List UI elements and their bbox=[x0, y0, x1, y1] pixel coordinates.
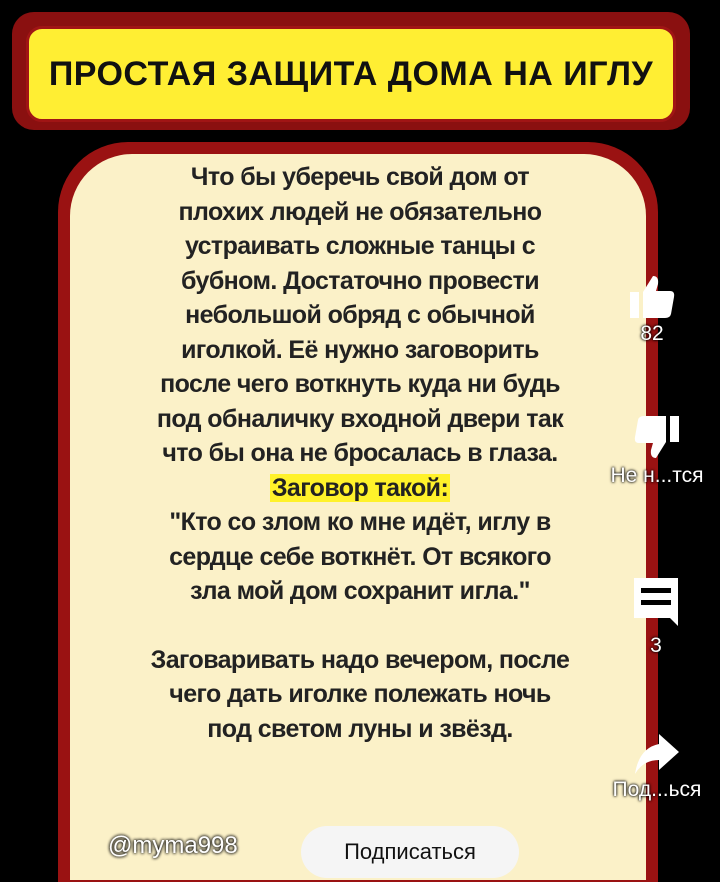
text-line: устраивать сложные танцы с bbox=[184, 232, 536, 260]
text-line: что бы она не бросалась в глаза. bbox=[162, 439, 558, 467]
text-line: после чего воткнуть куда ни будь bbox=[160, 370, 560, 398]
share-label: Под...ься bbox=[612, 778, 702, 801]
dislike-label: Не н...тся bbox=[610, 464, 704, 487]
like-count: 82 bbox=[640, 322, 664, 345]
text-line: плохих людей не обязательно bbox=[178, 197, 542, 226]
thumbs-up-icon bbox=[626, 270, 678, 322]
text-line: Что бы уберечь свой дом от bbox=[190, 163, 530, 191]
spell-line: зла мой дом сохранит игла." bbox=[190, 577, 530, 605]
share-icon bbox=[631, 730, 683, 778]
text-line: чего дать иголке полежать ночь bbox=[169, 680, 551, 708]
text-line: небольшой обряд с обычной bbox=[185, 301, 535, 329]
comments-count: 3 bbox=[650, 634, 662, 657]
spell-line: "Кто со злом ко мне идёт, иглу в bbox=[169, 508, 551, 536]
page-title: ПРОСТАЯ ЗАЩИТА ДОМА НА ИГЛУ bbox=[26, 26, 676, 122]
dislike-button[interactable] bbox=[596, 412, 718, 488]
subscribe-button[interactable]: Подписаться bbox=[301, 826, 519, 878]
card-text bbox=[90, 160, 630, 746]
text-line: иголкой. Её нужно заговорить bbox=[181, 335, 539, 364]
text-line: под обналичку входной двери так bbox=[156, 404, 564, 433]
comment-icon bbox=[630, 574, 682, 634]
channel-handle[interactable]: @myma998 bbox=[108, 832, 238, 859]
spell-line: сердце себе воткнёт. От всякого bbox=[169, 542, 551, 571]
thumbs-down-icon bbox=[631, 412, 683, 464]
spell-heading: Заговор такой: bbox=[271, 473, 449, 502]
text-line: бубном. Достаточно провести bbox=[181, 266, 539, 295]
share-button[interactable] bbox=[598, 730, 716, 802]
text-line: под светом луны и звёзд. bbox=[207, 714, 513, 743]
like-button[interactable] bbox=[626, 270, 678, 346]
comments-button[interactable] bbox=[630, 574, 682, 658]
text-line: Заговаривать надо вечером, после bbox=[150, 645, 570, 674]
